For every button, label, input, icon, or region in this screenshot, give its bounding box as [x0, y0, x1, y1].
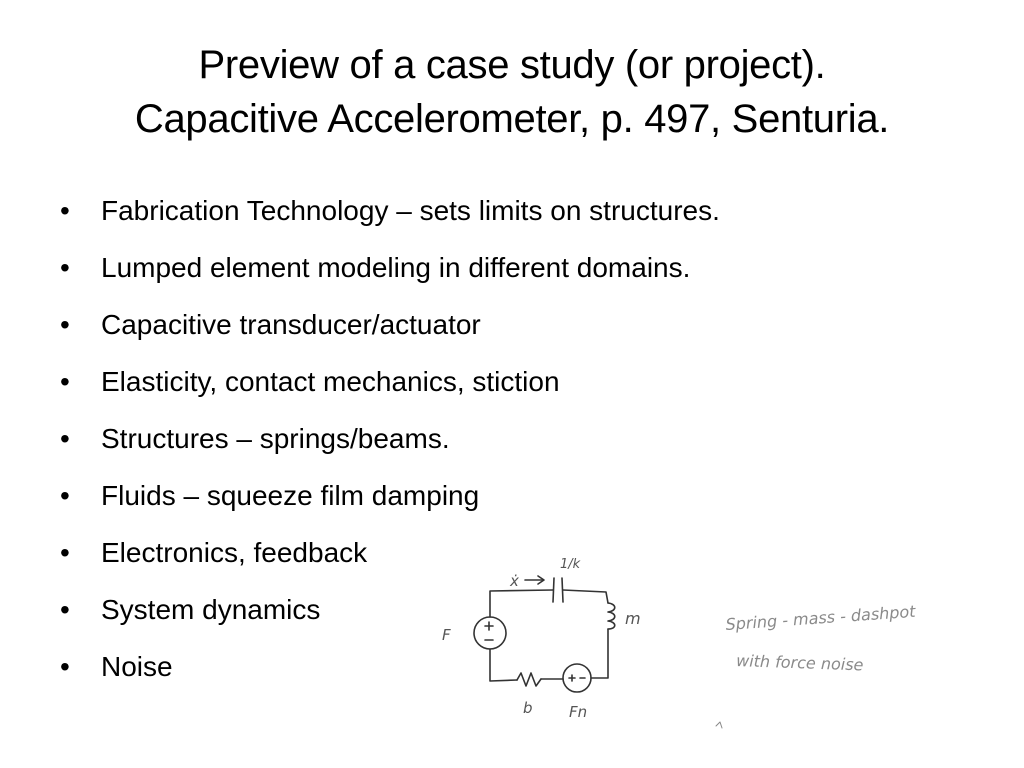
circuit-wire	[591, 629, 608, 678]
list-item	[60, 300, 720, 357]
list-item	[60, 357, 720, 414]
force-source-icon	[474, 617, 506, 649]
bullet-icon: •	[60, 480, 70, 511]
circuit-sketch	[430, 540, 1010, 740]
circuit-wire	[490, 649, 517, 681]
title-line-2: Capacitive Accelerometer, p. 497, Senturia.	[134, 97, 890, 141]
bullet-icon: •	[60, 309, 70, 340]
bullet-icon: •	[60, 594, 70, 625]
bullet-text: Noise	[101, 651, 173, 682]
bullet-text: Electronics, feedback	[101, 537, 368, 568]
resistor-icon	[517, 673, 541, 686]
mass-label: m	[625, 609, 641, 628]
capacitor-label: 1/k	[560, 557, 581, 572]
circuit-wire	[490, 590, 553, 617]
bullet-icon: •	[60, 651, 70, 682]
capacitor-icon	[553, 578, 563, 602]
note-line-2: with force noise	[735, 651, 864, 675]
list-item	[60, 471, 720, 528]
velocity-label: ẋ	[510, 572, 519, 590]
bullet-text: Lumped element modeling in different domains.	[101, 252, 691, 283]
bullet-icon: •	[60, 195, 70, 226]
title-line-1: Preview of a case study (or project).	[198, 43, 826, 87]
pen-mark	[716, 722, 722, 728]
bullet-icon: •	[60, 537, 70, 568]
bullet-text: Capacitive transducer/actuator	[101, 309, 481, 340]
bullet-icon: •	[60, 366, 70, 397]
force-source-label: F	[442, 626, 451, 644]
slide-title	[40, 38, 984, 146]
bullet-text: Structures – springs/beams.	[101, 423, 450, 454]
inductor-icon	[608, 603, 615, 629]
bullet-text: System dynamics	[101, 594, 321, 625]
list-item	[60, 243, 720, 300]
list-item	[60, 186, 720, 243]
velocity-arrow-icon	[525, 576, 544, 584]
bullet-text: Fabrication Technology – sets limits on structures.	[101, 195, 720, 226]
bullet-icon: •	[60, 252, 70, 283]
bullet-text: Fluids – squeeze film damping	[101, 480, 480, 511]
damper-label: b	[523, 699, 533, 717]
note-line-1: Spring - mass - dashpot	[724, 601, 917, 634]
bullet-icon: •	[60, 423, 70, 454]
circuit-wire	[563, 590, 608, 603]
bullet-text: Elasticity, contact mechanics, stiction	[101, 366, 560, 397]
noise-source-label: Fn	[569, 703, 588, 721]
noise-source-icon	[563, 664, 591, 692]
list-item	[60, 414, 720, 471]
circuit-diagram	[430, 540, 1010, 740]
